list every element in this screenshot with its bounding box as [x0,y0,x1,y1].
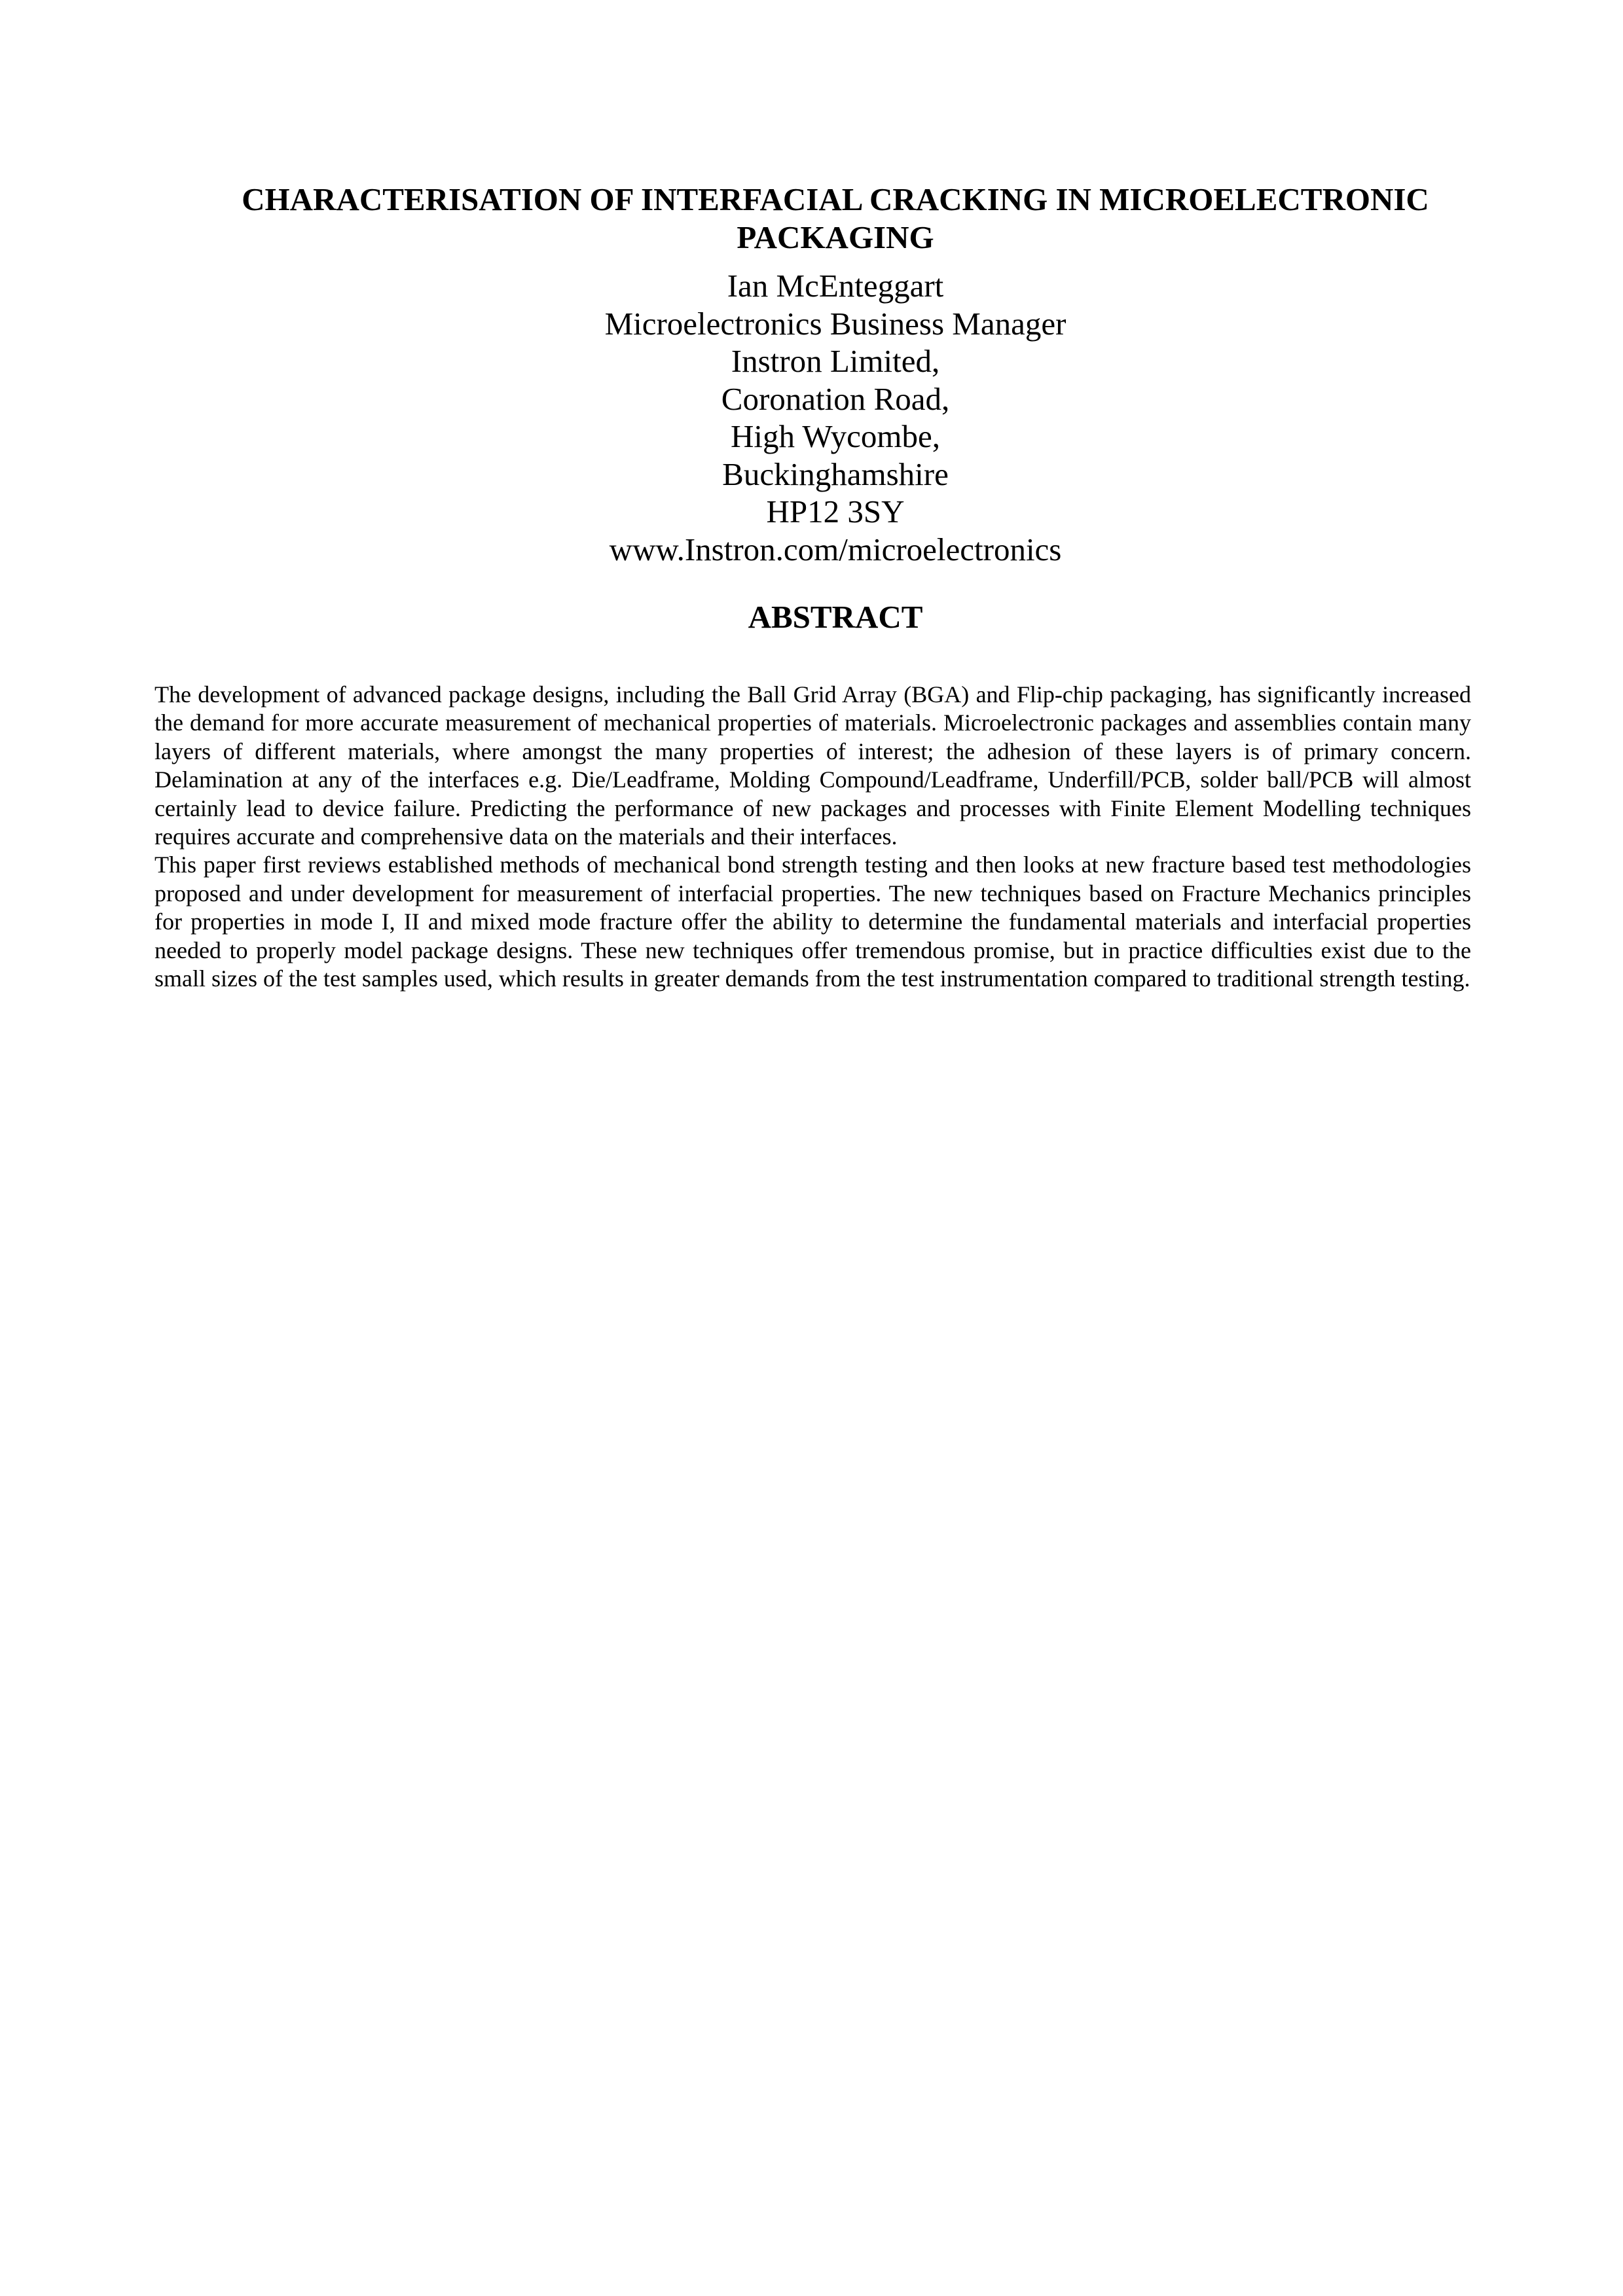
author-organisation: Instron Limited, [731,343,940,379]
author-county: Buckinghamshire [722,456,949,492]
author-postcode: HP12 3SY [766,493,905,529]
paper-title-line-1: CHARACTERISATION OF INTERFACIAL CRACKING IN MICROELECTRONIC [242,181,1429,217]
abstract-body [155,681,1471,993]
author-name: Ian McEnteggart [727,268,944,304]
author-town: High Wycombe, [730,418,941,454]
paper-title-line-2: PACKAGING [737,219,934,255]
author-position: Microelectronics Business Manager [604,305,1067,342]
author-street: Coronation Road, [721,380,950,417]
abstract-paragraph-1: The development of advanced package designs, including the Ball Grid Array (BGA) and Flip-chip packaging, has significantly increased the demand for more accurate measurement of mechanical properties of materials. Microelectronic packages and assemblies contain many layers of different materials, where amongst the many properties of interest; the adhesion of these layers is of primary concern. Delamination at any of the interfaces e.g. Die/Leadframe, Molding Compound/Leadframe, Underfill/PCB, solder ball/PCB will almost certainly lead to device failure. Predicting the performance of new packages and processes with Finite Element Modelling techniques requires accurate and comprehensive data on the materials and their interfaces. [155,681,1471,850]
author-block [155,267,1516,568]
paper-title [155,181,1516,257]
abstract-paragraph-2: This paper first reviews established methods of mechanical bond strength testing and then looks at new fracture based test methodologies proposed and under development for measurement of interfacial properties. The new techniques based on Fracture Mechanics principles for properties in mode I, II and mixed mode fracture offer the ability to determine the fundamental materials and interfacial properties needed to properly model package designs. These new techniques offer tremendous promise, but in practice difficulties exist due to the small sizes of the test samples used, which results in greater demands from the test instrumentation compared to traditional strength testing. [155,852,1471,992]
author-website: www.Instron.com/microelectronics [609,531,1062,567]
abstract-heading: ABSTRACT [748,599,923,635]
